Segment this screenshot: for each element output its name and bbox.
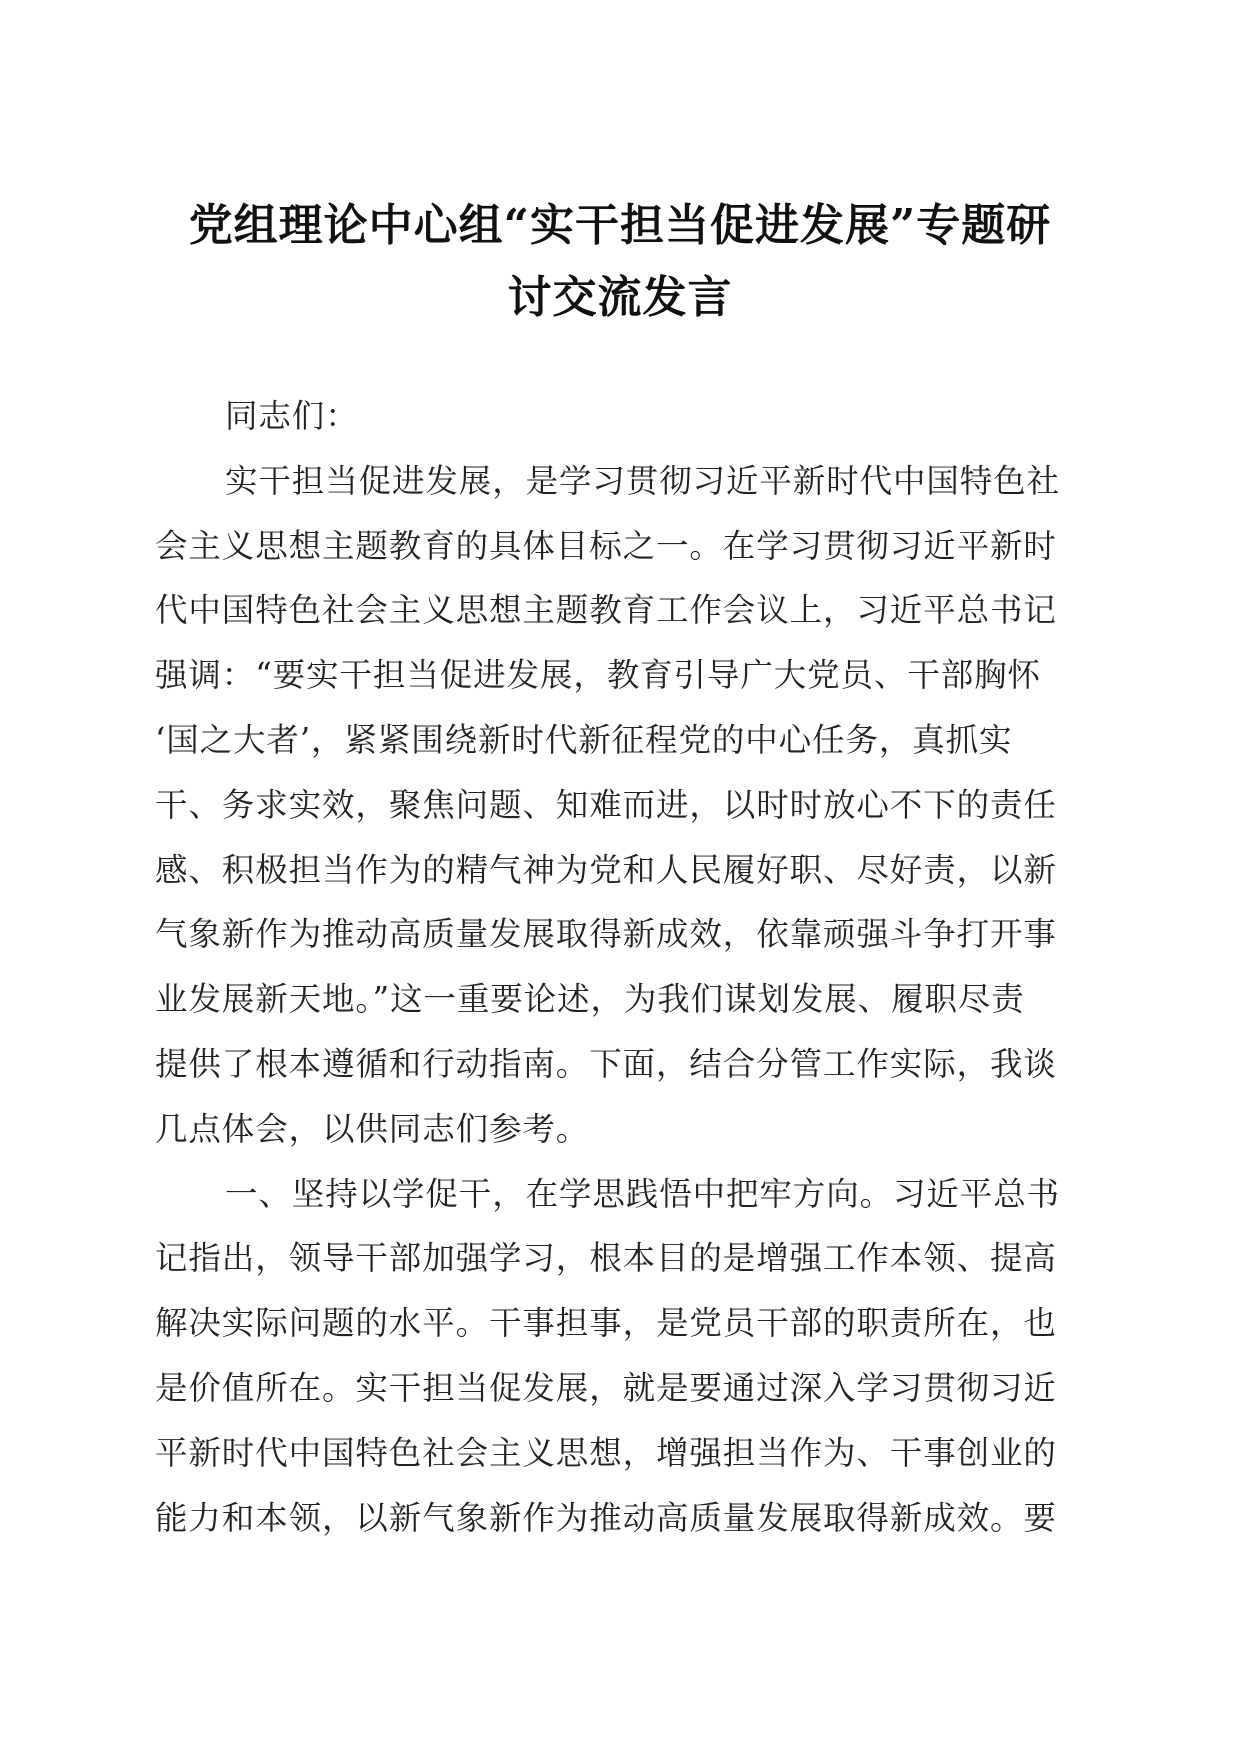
- paragraph-1-line-7: 感、积极担当作为的精气神为党和人民履好职、尽好责，以新: [155, 850, 1057, 889]
- paragraph-1-line-5: ‘国之大者’，紧紧围绕新时代新征程党的中心任务，真抓实: [155, 720, 1013, 759]
- paragraph-1-line-6: 干、务求实效，聚焦问题、知难而进，以时时放心不下的责任: [155, 785, 1057, 824]
- salutation-line: 同志们：: [225, 397, 359, 435]
- document-body: [155, 384, 1085, 1550]
- paragraph-2-line-5: 平新时代中国特色社会主义思想，增强担当作为、干事创业的: [155, 1433, 1057, 1472]
- paragraph-1-line-11: 几点体会，以供同志们参考。: [155, 1109, 590, 1148]
- paragraph-1-line-10: 提供了根本遵循和行动指南。下面，结合分管工作实际，我谈: [155, 1044, 1057, 1083]
- paragraph-1-line-8: 气象新作为推动高质量发展取得新成效，依靠顽强斗争打开事: [155, 915, 1057, 954]
- paragraph-2-line-6: 能力和本领，以新气象新作为推动高质量发展取得新成效。要: [155, 1498, 1057, 1537]
- paragraph-1-line-3: 代中国特色社会主义思想主题教育工作会议上，习近平总书记: [155, 591, 1057, 630]
- paragraph-2-line-4: 是价值所在。实干担当促发展，就是要通过深入学习贯彻习近: [155, 1368, 1057, 1407]
- document-title: [150, 190, 1090, 334]
- paragraph-2-line-2: 记指出，领导干部加强学习，根本目的是增强工作本领、提高: [155, 1239, 1057, 1278]
- paragraph-1-line-2: 会主义思想主题教育的具体目标之一。在学习贯彻习近平新时: [155, 526, 1057, 565]
- paragraph-2-line-3: 解决实际问题的水平。干事担事，是党员干部的职责所在，也: [155, 1304, 1057, 1343]
- paragraph-1-line-1: 实干担当促进发展，是学习贯彻习近平新时代中国特色社: [225, 461, 1061, 500]
- paragraph-1-line-4: 强调：“要实干担当促进发展，教育引导广大党员、干部胸怀: [155, 656, 1041, 695]
- paragraph-1-line-9: 业发展新天地。”这一重要论述，为我们谋划发展、履职尽责: [155, 980, 1025, 1019]
- title-line-1: 党组理论中心组“实干担当促进发展”专题研: [188, 200, 1052, 251]
- title-line-2: 讨交流发言: [507, 272, 733, 323]
- paragraph-2-line-1: 一、坚持以学促干，在学思践悟中把牢方向。习近平总书: [225, 1174, 1061, 1213]
